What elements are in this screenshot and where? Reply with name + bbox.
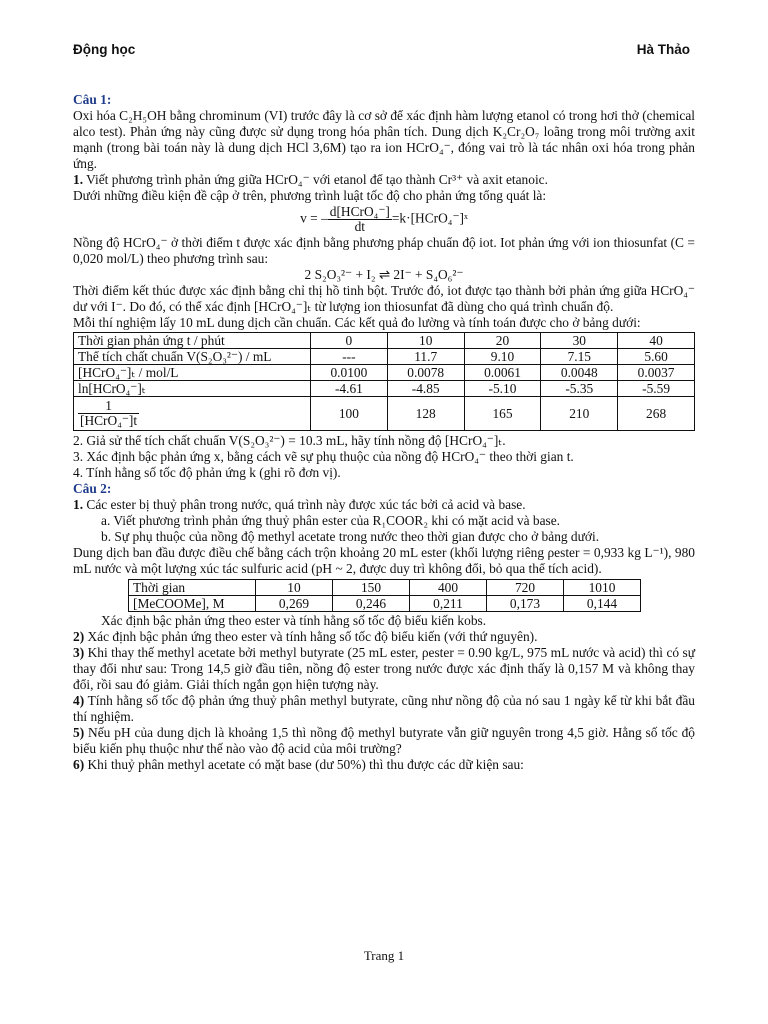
q2-part-3-number: 3): [73, 645, 85, 660]
table-cell: 150: [333, 580, 410, 596]
table-cell: 10: [256, 580, 333, 596]
table-cell: 30: [541, 333, 618, 349]
table-cell: 40: [618, 333, 695, 349]
q2-part-3: [73, 645, 695, 693]
q2-part-5-number: 5): [73, 725, 85, 740]
question-1-title: Câu 1:: [73, 92, 112, 107]
q1-task-1-number: 1.: [73, 172, 84, 187]
q2-part-5: [73, 725, 695, 757]
rate-law-right: =k·[HCrO₄⁻]ˣ: [391, 210, 468, 226]
table-cell: 9.10: [464, 349, 541, 365]
table-cell: 5.60: [618, 349, 695, 365]
table-row: [74, 349, 695, 365]
table-cell: 0: [311, 333, 388, 349]
q2-part-6: [73, 757, 695, 773]
table-cell: -5.35: [541, 381, 618, 397]
q1-iodometry-text: Nồng độ HCrO₄⁻ ở thời điểm t được xác định bằng phương pháp chuẩn độ iot. Iot phản ứng với ion thiosunfat (C = 0,020 mol/L) theo phương trình sau:: [73, 235, 695, 266]
table-cell: 7.15: [541, 349, 618, 365]
q1-task-1-text: Viết phương trình phản ứng giữa HCrO₄⁻ với etanol để tạo thành Cr³⁺ và axit etanoic.: [83, 172, 548, 187]
table-cell: -5.10: [464, 381, 541, 397]
table-row-label: Thời gian: [129, 580, 256, 596]
table-cell: 165: [464, 397, 541, 431]
table-cell: 0,269: [256, 596, 333, 612]
table-cell: 0.0078: [387, 365, 464, 381]
rate-law-numerator: d[HCrO₄⁻]: [329, 204, 390, 219]
q2-part-5-text: Nếu pH của dung dịch là khoảng 1,5 thì nồng độ methyl butyrate vẫn giữ nguyên trong 4,5 giờ. Hằng số tốc độ biểu kiến phụ thuộc như thế nào vào độ acid của môi trường?: [73, 725, 695, 756]
table-cell: 268: [618, 397, 695, 431]
fraction-denominator: [HCrO₄⁻]t: [80, 413, 138, 428]
q2-part-1-number: 1.: [73, 497, 84, 512]
table-cell: 11.7: [387, 349, 464, 365]
table-row: [74, 397, 695, 431]
page-header: [73, 42, 690, 58]
q2-part-1a: a. Viết phương trình phản ứng thuỷ phân ester của R₁COOR₂ khi có mặt acid và base.: [101, 513, 561, 528]
table-row: [129, 596, 641, 612]
table-row-label: [MeCOOMe], M: [129, 596, 256, 612]
kinetics-data-table: [73, 332, 695, 431]
header-author: Hà Thảo: [636, 42, 690, 57]
table-cell: 128: [387, 397, 464, 431]
q1-task-4: 4. Tính hằng số tốc độ phản ứng k (ghi rõ đơn vị).: [73, 465, 341, 480]
table-row: [74, 365, 695, 381]
table-row-label: ln[HCrO₄⁻]ₜ: [74, 381, 311, 397]
q2-part-3-text: Khi thay thế methyl acetate bởi methyl butyrate (25 mL ester, ρester = 0.90 kg/L, 975 mL nước và acid) thì có sự thay đổi như sau: Trong 14,5 giờ đầu tiên, nồng độ ester trong nước được xác định thấy là 0,157 M và không thay đổi, rồi sau đó giảm. Giải thích ngắn gọn hiện tượng này.: [73, 645, 695, 692]
rate-law-left: v = –: [300, 210, 328, 226]
table-cell: 0.0100: [311, 365, 388, 381]
q2-part-4-number: 4): [73, 693, 85, 708]
table-cell: 0,173: [487, 596, 564, 612]
q2-part-4-text: Tính hằng số tốc độ phản ứng thuỷ phân methyl butyrate, cũng như nồng độ của nó sau 1 ngày kể từ khi bắt đầu thí nghiệm.: [73, 693, 695, 724]
thiosulfate-equation: 2 S₂O₃²⁻ + I₂ ⇌ 2I⁻ + S₄O₆²⁻: [304, 267, 464, 282]
table-cell: 0,246: [333, 596, 410, 612]
table-row-label: [74, 397, 311, 431]
q1-sample-text: Mỗi thí nghiệm lấy 10 mL dung dịch cần chuẩn. Các kết quả đo lường và tính toán được cho ở bảng dưới:: [73, 315, 641, 330]
q2-part-6-number: 6): [73, 757, 85, 772]
q1-task-3: 3. Xác định bậc phản ứng x, bằng cách vẽ sự phụ thuộc của nồng độ HCrO₄⁻ theo thời gian t.: [73, 449, 574, 464]
table-cell: 210: [541, 397, 618, 431]
table-cell: ---: [311, 349, 388, 365]
table-cell: 100: [311, 397, 388, 431]
table-cell: 1010: [564, 580, 641, 596]
q2-part-1: [73, 497, 695, 513]
table-cell: 720: [487, 580, 564, 596]
q2-part-2-number: 2): [73, 629, 85, 644]
inverse-concentration-fraction: [78, 399, 139, 428]
table-cell: 0.0048: [541, 365, 618, 381]
q1-rate-intro: Dưới những điều kiện đề cập ở trên, phương trình luật tốc độ cho phản ứng tổng quát là:: [73, 188, 547, 203]
rate-law-equation: [73, 205, 695, 234]
table-cell: 400: [410, 580, 487, 596]
q1-task-1: [73, 172, 695, 188]
rate-law-denominator: dt: [354, 219, 366, 234]
table-cell: -5.59: [618, 381, 695, 397]
q2-preparation-text: Dung dịch ban đầu được điều chế bằng cách trộn khoảng 20 mL ester (khối lượng riêng ρester = 0,933 kg L⁻¹), 980 mL nước và một lượng xúc tác sulfuric acid (pH ~ 2, được duy trì không đổi, bỏ qua thể tích acid).: [73, 545, 695, 576]
table-row: [74, 333, 695, 349]
question-2-title: Câu 2:: [73, 481, 112, 496]
methyl-acetate-table: [128, 579, 641, 612]
q2-part-6-text: Khi thuỷ phân methyl acetate có mặt base (dư 50%) thì thu được các dữ kiện sau:: [84, 757, 524, 772]
rate-law-fraction: [328, 205, 392, 234]
q2-part-1-text: Các ester bị thuỷ phân trong nước, quá trình này được xúc tác bởi cả acid và base.: [83, 497, 526, 512]
table-cell: -4.85: [387, 381, 464, 397]
table-cell: 0.0061: [464, 365, 541, 381]
table-cell: 20: [464, 333, 541, 349]
table-row-label: Thể tích chất chuẩn V(S₂O₃²⁻) / mL: [74, 349, 311, 365]
table-row: [129, 580, 641, 596]
table-cell: 0,211: [410, 596, 487, 612]
table-row-label: Thời gian phản ứng t / phút: [74, 333, 311, 349]
table-row: [74, 381, 695, 397]
q2-part-4: [73, 693, 695, 725]
q1-task-2: 2. Giả sử thể tích chất chuẩn V(S₂O₃²⁻) = 10.3 mL, hãy tính nồng độ [HCrO₄⁻]ₜ.: [73, 433, 506, 448]
q2-part-2-text: Xác định bậc phản ứng theo ester và tính hằng số tốc độ biểu kiến (với thứ nguyên).: [84, 629, 538, 644]
table-cell: 10: [387, 333, 464, 349]
q2-part-2: [73, 629, 695, 645]
table-cell: 0.0037: [618, 365, 695, 381]
table-row-label: [HCrO₄⁻]ₜ / mol/L: [74, 365, 311, 381]
q1-intro: Oxi hóa C₂H₅OH bằng chrominum (VI) trước đây là cơ sở để xác định hàm lượng etanol có trong hơi thở (chemical alco test). Phản ứng này cũng được sử dụng trong hóa phân tích. Dung dịch K₂Cr₂O₇ loãng trong môi trường axit mạnh (trong bài toán này là dung dịch HCl 3,6M) tạo ra ion HCrO₄⁻, đóng vai trò là tác nhân oxi hóa trong phản ứng.: [73, 108, 695, 171]
table-cell: -4.61: [311, 381, 388, 397]
page-content: [73, 92, 695, 773]
q2-part-1b: b. Sự phụ thuộc của nồng độ methyl acetate trong nước theo thời gian được cho ở bảng dưới.: [101, 529, 600, 544]
page-number: Trang 1: [363, 948, 405, 963]
header-subject: Động học: [73, 42, 136, 57]
q1-endpoint-text: Thời điểm kết thúc được xác định bằng chỉ thị hồ tinh bột. Trước đó, iot được tạo thành bởi phản ứng giữa HCrO₄⁻ dư với I⁻. Do đó, có thể xác định [HCrO₄⁻]ₜ từ lượng ion thiosunfat đã dùng cho quá trình chuẩn độ.: [73, 283, 695, 314]
table-cell: 0,144: [564, 596, 641, 612]
fraction-numerator: 1: [78, 399, 139, 414]
q2-after-table: Xác định bậc phản ứng theo ester và tính hằng số tốc độ biểu kiến kobs.: [101, 613, 487, 628]
